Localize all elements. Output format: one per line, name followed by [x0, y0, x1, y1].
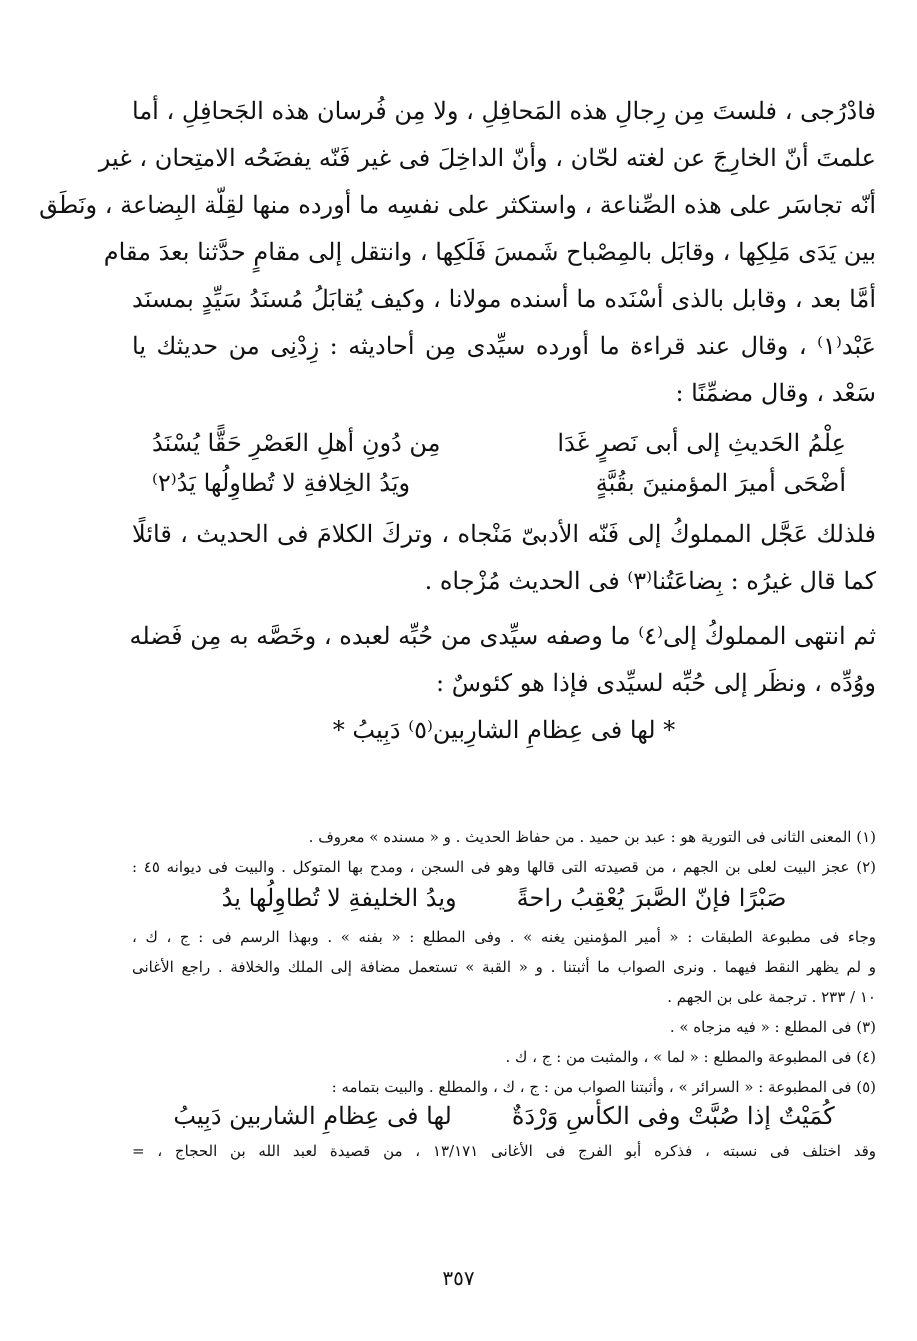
poem-verse	[132, 463, 876, 503]
text-line: فادْرُجى ، فلستَ مِن رِجالِ هذه المَحافِلِ ، ولا مِن فُرسان هذه الجَحافِلِ ، أما	[132, 97, 876, 125]
verse-first-hemistich: أضْحَى أميرَ المؤمنينَ بقُبَّةٍ	[595, 469, 846, 497]
verse-second-hemistich: ويَدُ الخِلافةِ لا تُطاوِلُها يَدُ⁽٢⁾	[152, 469, 411, 497]
footnote-verse	[132, 878, 876, 918]
footnote-1: (١) المعنى الثانى فى التورية هو : عبد بن حميد . من حفاظ الحديث . و « مسنده » معروف .	[308, 828, 876, 846]
text-line: ووُدِّه ، ونظَر إلى حُبِّه لسيِّدى فإذا هو كئوسٌ :	[436, 669, 876, 697]
footnote-5: (٥) فى المطبوعة : « السرائر » ، وأثبتنا الصواب من : ج ، ك ، والمطلع . والبيت بتمامه :	[331, 1078, 876, 1096]
half-verse: * لها فى عِظامِ الشارِبين⁽٥⁾ دَبِيبُ *	[332, 716, 676, 744]
footnote-2-continuation: وجاء فى مطبوعة الطبقات : « أمير المؤمنين يغنه » . وفى المطلع : « بفنه » . وبهذا الرسم فى : ج ، ك ،	[132, 928, 876, 946]
footnote-verse	[132, 1096, 876, 1136]
text-line: بين يَدَى مَلِكِها ، وقابَل بالمِصْباح شَمسَ فَلَكِها ، وانتقل إلى مقامٍ حدَّثنا بعدَ مقام	[103, 238, 876, 266]
footnote-2-continuation: ١٠ / ٢٣٣ . ترجمة على بن الجهم .	[667, 988, 876, 1006]
footnote-2-continuation: و لم يظهر النقط فيهما . ونرى الصواب ما أثبتنا . و « القبة » تستعمل مضافة إلى الملك والخلافة . راجع الأغانى	[132, 958, 876, 976]
poem-verse	[132, 423, 876, 463]
text-line: أنّه تجاسَر على هذه الصِّناعة ، واستكثر على نفسِه ما أورده منها لقِلّة البِضاعة ، ونَطَق	[39, 191, 876, 219]
footnote-2: (٢) عجز البيت لعلى بن الجهم ، من قصيدته التى قالها وهو فى السجن ، ومدح بها المتوكل . والبيت فى ديوانه ٤٥ :	[132, 858, 876, 876]
verse-second-hemistich: مِن دُونِ أهلِ العَصْرِ حَقًّا يُسْنَدُ	[152, 429, 441, 457]
text-line: ثم انتهى المملوكُ إلى⁽٤⁾ ما وصفه سيِّدى من حُبِّه لعبده ، وخَصَّه به مِن فَضله	[129, 622, 876, 650]
text-line: عَبْد⁽١⁾ ، وقال عند قراءة ما أورده سيِّدى مِن أحاديثه : زِدْنِى من حديثك يا	[132, 332, 876, 360]
verse-first-hemistich: عِلْمُ الحَديثِ إلى أبى نَصرٍ غَدَا	[557, 429, 846, 457]
text-line: كما قال غيرُه : بِضاعَتُنا⁽٣⁾ فى الحديث مُزْجاه .	[424, 567, 876, 595]
footnotes	[132, 822, 876, 1166]
text-line: سَعْد ، وقال مضمِّنًا :	[675, 379, 876, 407]
text-line: فلذلك عَجَّل المملوكُ إلى فَنّه الأدبىّ مَنْجاه ، وتركَ الكلامَ فى الحديث ، قائلًا	[132, 520, 876, 548]
verse-first-hemistich: كُمَيْتٌ إذا صُبَّتْ وفى الكأسِ وَرْدَةٌ	[511, 1102, 835, 1130]
text-line: علمتَ أنّ الخارِجَ عن لغته لحّان ، وأنّ الداخِلَ فى غير فَنّه يفضَحُه الامتِحان ، غير	[98, 144, 876, 172]
verse-first-hemistich: صَبْرًا فإنّ الصَّبرَ يُعْقِبُ راحةً	[516, 884, 787, 912]
verse-second-hemistich: لها فى عِظامِ الشاربين دَبِيبُ	[173, 1102, 452, 1130]
main-text	[39, 88, 876, 754]
verse-second-hemistich: ويدُ الخليفةِ لا تُطاوِلُها يدُ	[221, 884, 457, 912]
footnote-4: (٤) فى المطبوعة والمطلع : « لما » ، والمثبت من : ج ، ك .	[505, 1048, 876, 1066]
page-number: ٣٥٧	[442, 1266, 475, 1290]
footnote-3: (٣) فى المطلع : « فيه مزجاه » .	[669, 1018, 876, 1036]
text-line: أمَّا بعد ، وقابل بالذى أسْنَده ما أسنده مولانا ، وكيف يُقابَلُ مُسنَدُ سَيِّدٍ بمسنَد	[132, 285, 876, 313]
footnote-5-continuation: وقد اختلف فى نسبته ، فذكره أبو الفرج فى الأغانى ١٣/١٧١ ، من قصيدة لعبد الله بن الحجاج ، =	[132, 1142, 876, 1160]
